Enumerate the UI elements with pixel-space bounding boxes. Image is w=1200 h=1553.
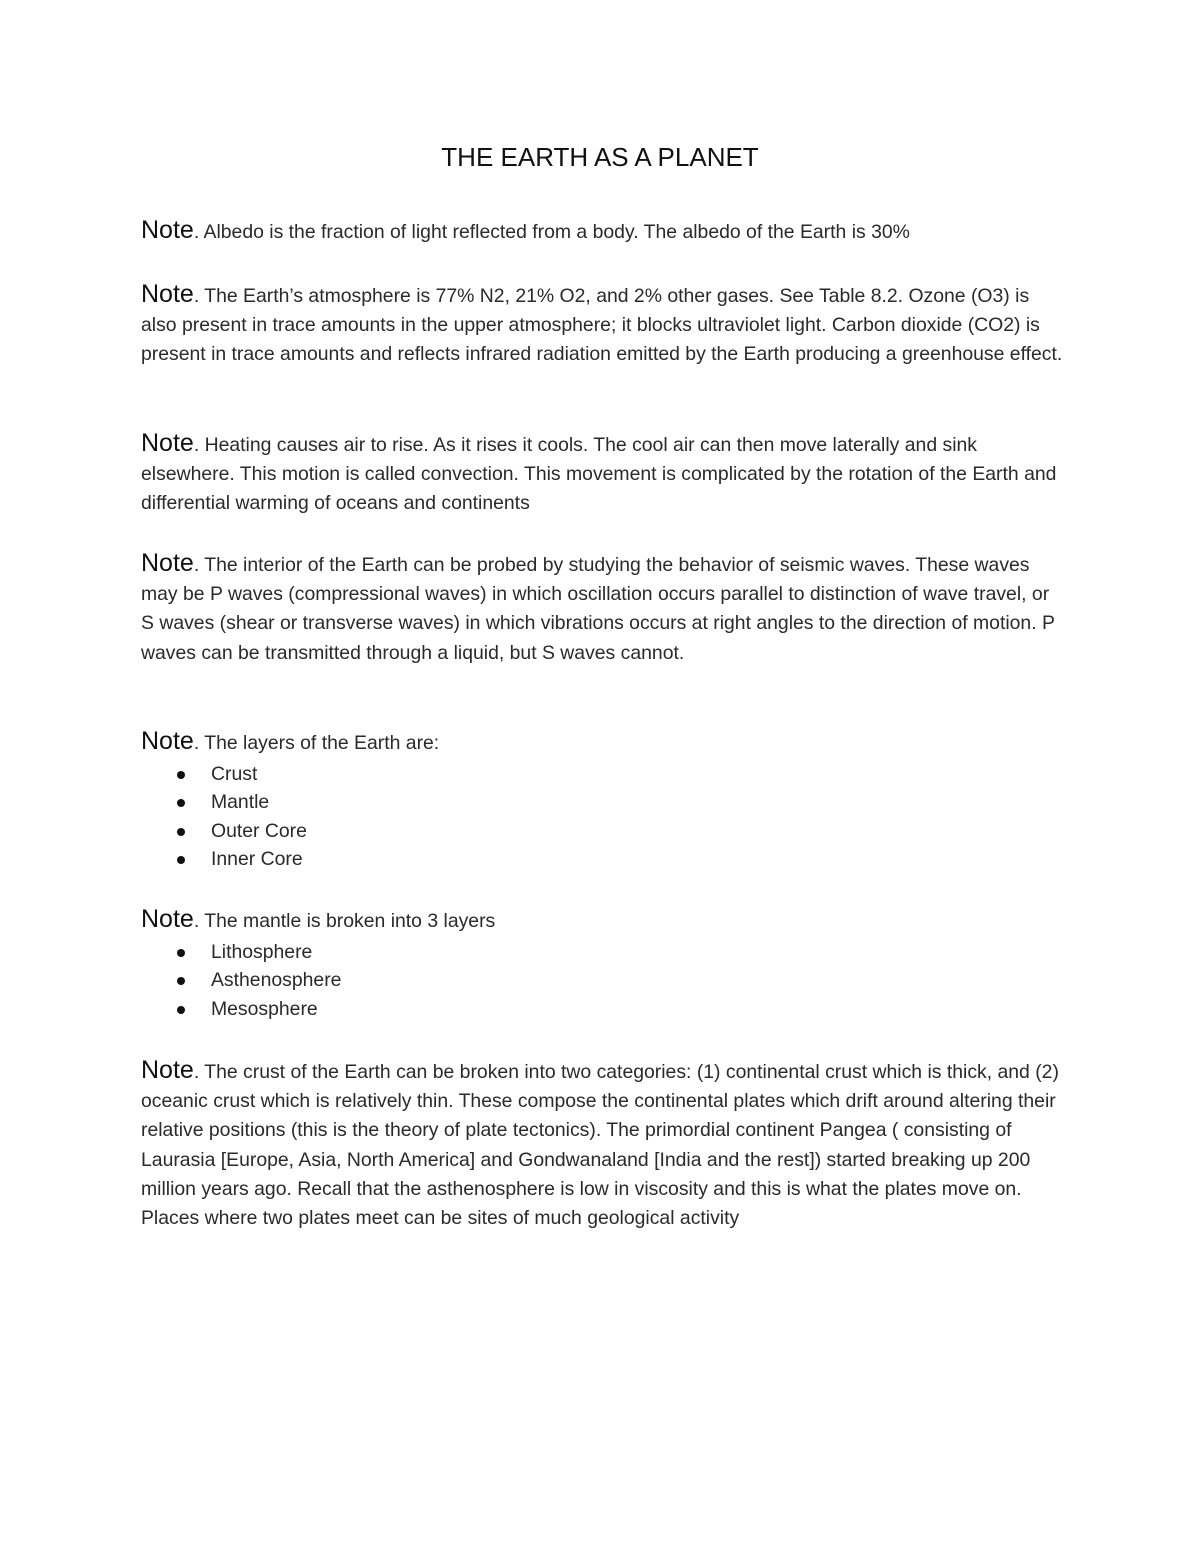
list-item-text: Crust <box>211 763 258 785</box>
list-item <box>141 845 941 873</box>
note-label: Note <box>141 549 194 577</box>
list-item <box>141 966 941 994</box>
list-item-text: Lithosphere <box>211 941 313 963</box>
bullet-icon <box>177 856 185 864</box>
note-earth-layers <box>141 727 1066 758</box>
list-item <box>141 760 941 788</box>
list-item <box>141 938 941 966</box>
document-title: THE EARTH AS A PLANET <box>441 142 759 172</box>
bullet-icon <box>177 771 185 779</box>
mantle-layers-list <box>141 938 941 1023</box>
note-label: Note <box>141 727 194 755</box>
list-item-text: Asthenosphere <box>211 969 342 992</box>
note-label: Note <box>141 429 194 457</box>
list-item-text: Mesosphere <box>211 997 318 1020</box>
list-item-text: Mantle <box>211 791 270 814</box>
note-seismic-waves <box>141 549 1066 668</box>
note-text: . The interior of the Earth can be probed by studying the behavior of seismic waves. These waves may be P waves (compressional waves) in which oscillation occurs parallel to distinction of wave travel, or S waves (shear or transverse waves) in which vibrations occurs at right angles to the direction of motion. P waves can be transmitted through a liquid, but S waves cannot. <box>141 554 1055 664</box>
note-label: Note <box>141 905 194 933</box>
bullet-icon <box>177 949 185 957</box>
note-text: . The Earth’s atmosphere is 77% N2, 21% O2, and 2% other gases. See Table 8.2. Ozone (O3) is also present in trace amounts in the upper atmosphere; it blocks ultraviolet light. Carbon dioxide (CO2) is present in trace amounts and reflects infrared radiation emitted by the Earth producing a greenhouse effect. <box>141 285 1063 366</box>
note-mantle-layers <box>141 905 1066 936</box>
note-convection <box>141 429 1066 519</box>
note-text: . Albedo is the fraction of light reflected from a body. The albedo of the Earth is 30% <box>193 221 910 243</box>
bullet-icon <box>177 828 185 836</box>
note-text: . The mantle is broken into 3 layers <box>193 910 496 932</box>
earth-layers-list <box>141 760 941 873</box>
note-atmosphere <box>141 280 1066 370</box>
note-text: . The layers of the Earth are: <box>193 732 440 754</box>
note-crust <box>141 1056 1066 1233</box>
list-item <box>141 817 941 845</box>
note-albedo <box>141 216 1066 247</box>
note-text: . Heating causes air to rise. As it rises it cools. The cool air can then move laterally and sink elsewhere. This motion is called convection. This movement is complicated by the rotation of the Earth and differential warming of oceans and continents <box>141 434 1057 515</box>
list-item-text: Inner Core <box>211 847 303 870</box>
list-item-text: Outer Core <box>211 819 307 842</box>
note-text: . The crust of the Earth can be broken into two categories: (1) continental crust which is thick, and (2) oceanic crust which is relatively thin. These compose the continental plates which drift around altering their relative positions (this is the theory of plate tectonics). The primordial continent Pangea ( consisting of Laurasia [Europe, Asia, North America] and Gondwanaland [India and the rest]) started breaking up 200 million years ago. Recall that the asthenosphere is low in viscosity and this is what the plates move on. Places where two plates meet can be sites of much geological activity <box>141 1061 1059 1230</box>
note-label: Note <box>141 280 194 308</box>
note-label: Note <box>141 216 194 244</box>
list-item <box>141 995 941 1023</box>
list-item <box>141 788 941 816</box>
bullet-icon <box>177 799 185 807</box>
note-label: Note <box>141 1056 194 1084</box>
bullet-icon <box>177 1006 185 1014</box>
bullet-icon <box>177 977 185 985</box>
